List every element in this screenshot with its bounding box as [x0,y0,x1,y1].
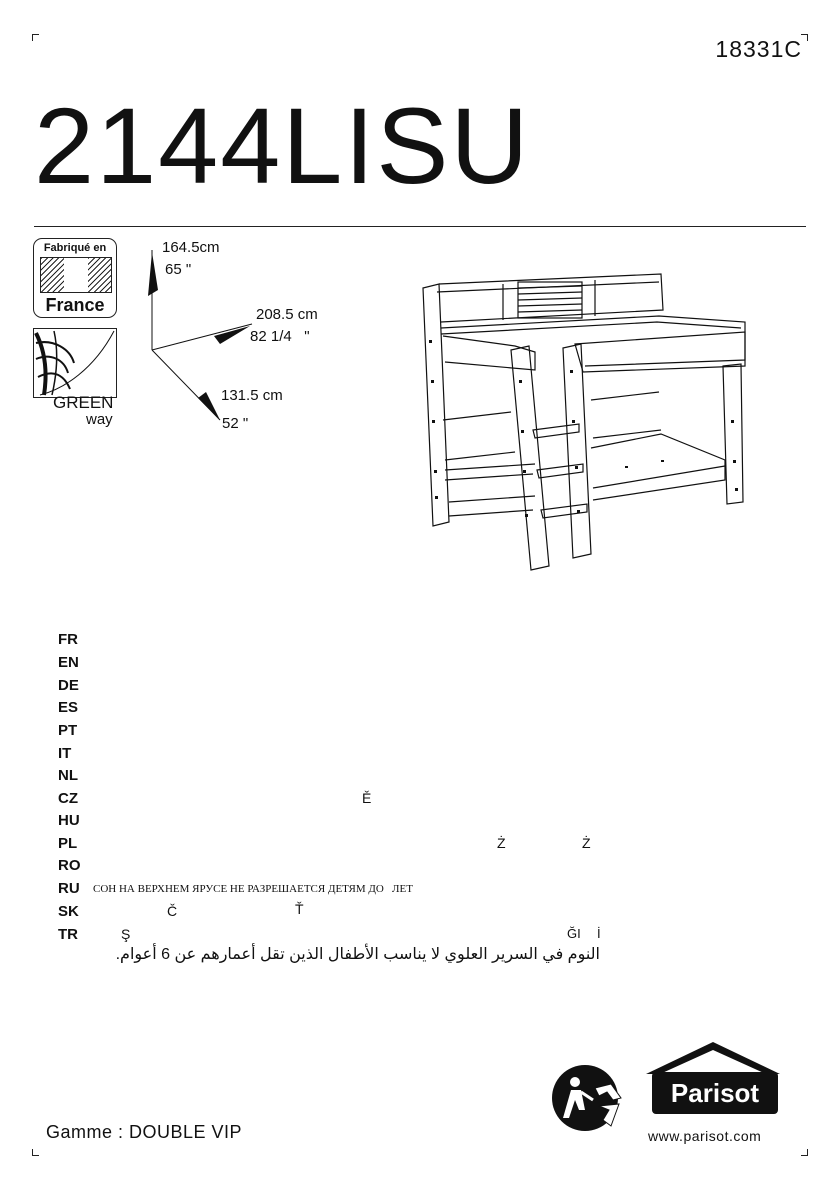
depth-cm: 131.5 cm [221,387,283,404]
product-range: Gamme : DOUBLE VIP [46,1122,243,1142]
lang-code-it: IT [58,745,72,762]
model-title: 2144LISU [34,85,531,206]
cz-warning-fragment: Ě [362,790,372,806]
header-divider [34,226,806,227]
lang-code-pt: PT [58,722,78,739]
lang-code-es: ES [58,699,79,716]
lang-code-nl: NL [58,767,78,784]
ru-warning-text: СОН НА ВЕРХНЕМ ЯРУСЕ НЕ РАЗРЕШАЕТСЯ ДЕТЯМ ДО ЛЕТ [93,883,413,895]
way-label: way [86,411,113,428]
height-in: 65 " [165,261,192,278]
tr-warning-fragment-3: İ [597,926,601,941]
tr-warning-fragment-2: ĞI [567,926,581,941]
recycling-bin-icon [551,1060,627,1136]
crop-mark-top-right [801,34,808,41]
france-label: France [45,295,105,315]
length-cm: 208.5 cm [256,306,318,323]
height-cm: 164.5cm [162,239,220,256]
green-label: GREEN [53,393,114,412]
length-in: 82 1/4 " [250,328,310,345]
dimension-axes-diagram [140,240,260,440]
made-in-france-badge [33,238,117,318]
crop-mark-top-left [32,34,39,41]
arabic-warning-text: النوم في السرير العلوي لا يناسب الأطفال الذين تقل أعمارهم عن 6 أعوام. [115,946,600,963]
lang-code-ru: RU [58,880,80,897]
lang-code-cz: CZ [58,790,78,807]
green-way-logo [33,328,117,398]
sk-warning-fragment-1: Č [167,903,178,919]
website-url[interactable]: www.parisot.com [648,1128,762,1144]
crop-mark-bottom-right [801,1149,808,1156]
parisot-roof-icon [640,1040,786,1076]
lang-code-de: DE [58,677,79,694]
sk-warning-fragment-2: Ť [295,901,304,917]
lang-code-fr: FR [58,631,78,648]
pl-warning-fragment-1: Ż [497,835,506,851]
tr-warning-fragment-1: Ş [121,926,131,942]
lang-code-ro: RO [58,857,81,874]
bunk-bed-illustration [415,270,750,575]
lang-code-tr: TR [58,926,78,943]
crop-mark-bottom-left [32,1149,39,1156]
lang-code-pl: PL [58,835,78,852]
globe-icon [34,329,116,397]
depth-in: 52 " [222,415,249,432]
reference-number: 18331C [715,36,802,62]
pl-warning-fragment-2: Ż [582,835,591,851]
lang-code-hu: HU [58,812,80,829]
made-in-label: Fabriqué en [43,242,107,254]
lang-code-en: EN [58,654,79,671]
parisot-logo: Parisot [652,1072,778,1114]
lang-code-sk: SK [58,903,79,920]
french-flag-icon [40,257,112,293]
